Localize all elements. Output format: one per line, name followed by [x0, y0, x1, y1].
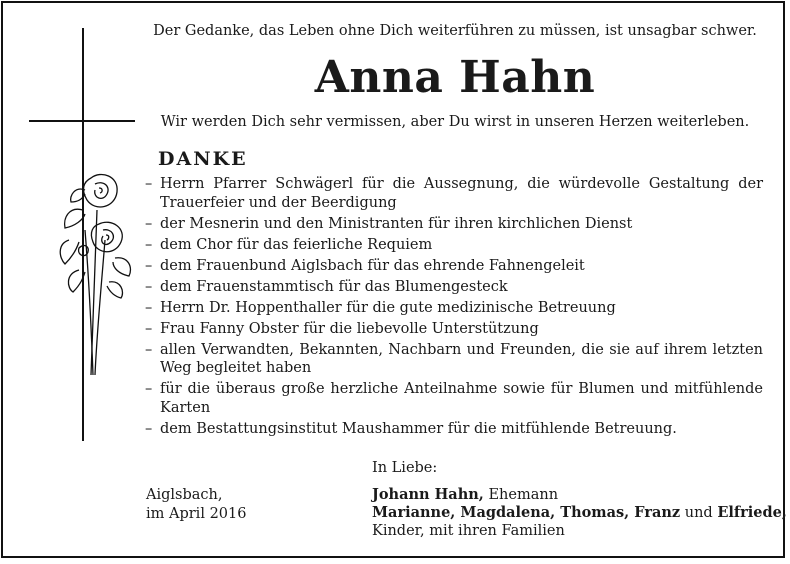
- thanks-list: [145, 175, 763, 441]
- list-item: [145, 175, 763, 212]
- dash-glyph: –: [145, 257, 153, 274]
- place-date: [146, 486, 246, 524]
- dash-glyph: –: [145, 278, 153, 295]
- list-item-text: dem Frauenbund Aiglsbach für das ehrende Fahnengeleit: [160, 257, 585, 274]
- list-item-text: Frau Fanny Obster für die liebevolle Unterstützung: [160, 320, 539, 337]
- list-item: [145, 341, 763, 378]
- list-item-text: dem Bestattungsinstitut Maushammer für die mitfühlende Betreuung.: [160, 420, 677, 437]
- roses-icon: [55, 170, 135, 380]
- list-item: [145, 320, 763, 339]
- dash-glyph: –: [145, 215, 153, 232]
- list-item-text: Herrn Pfarrer Schwägerl für die Aussegnung, die würdevolle Gestaltung der Trauerfeier und der Beerdigung: [160, 176, 763, 211]
- und-word: und: [680, 505, 718, 521]
- dash-glyph: –: [145, 299, 153, 316]
- list-item: [145, 236, 763, 255]
- date: im April 2016: [146, 506, 247, 522]
- list-item: [145, 215, 763, 234]
- children-names: Marianne, Magdalena, Thomas, Franz: [372, 504, 681, 521]
- husband-role: Ehemann: [483, 487, 559, 503]
- deceased-name: Anna Hahn: [314, 52, 596, 103]
- list-item: [145, 257, 763, 276]
- dash-glyph: –: [145, 341, 153, 358]
- dash-glyph: –: [145, 320, 153, 337]
- motto-line: Der Gedanke, das Leben ohne Dich weiterführen zu müssen, ist unsagbar schwer.: [153, 23, 757, 39]
- dash-glyph: –: [145, 176, 153, 192]
- list-item: [145, 299, 763, 318]
- list-item-text: dem Frauenstammtisch für das Blumengesteck: [160, 278, 508, 295]
- dash-glyph: –: [145, 420, 153, 437]
- dash-glyph: –: [145, 381, 153, 397]
- list-item-text: allen Verwandten, Bekannten, Nachbarn und Freunden, die sie auf ihrem letzten Weg begleitet haben: [160, 341, 763, 376]
- last-child-name: Elfriede,: [717, 504, 787, 521]
- list-item: [145, 380, 763, 417]
- list-item-text: Herrn Dr. Hoppenthaller für die gute medizinische Betreuung: [160, 299, 616, 316]
- place: Aiglsbach,: [146, 487, 223, 503]
- dash-glyph: –: [145, 236, 153, 253]
- family-signature: [372, 486, 787, 540]
- cross-icon-horizontal: [29, 120, 135, 122]
- danke-heading: DANKE: [158, 148, 248, 170]
- children-note: Kinder, mit ihren Familien: [372, 523, 565, 539]
- subline: Wir werden Dich sehr vermissen, aber Du wirst in unseren Herzen weiterleben.: [160, 114, 750, 130]
- husband-name: Johann Hahn,: [372, 486, 484, 503]
- list-item-text: der Mesnerin und den Ministranten für ihren kirchlichen Dienst: [160, 215, 633, 232]
- list-item: [145, 420, 763, 439]
- list-item-text: für die überaus große herzliche Anteilnahme sowie für Blumen und mitfühlende Karten: [160, 381, 763, 416]
- list-item-text: dem Chor für das feierliche Requiem: [160, 236, 433, 253]
- list-item: [145, 278, 763, 297]
- in-liebe-label: In Liebe:: [372, 460, 438, 476]
